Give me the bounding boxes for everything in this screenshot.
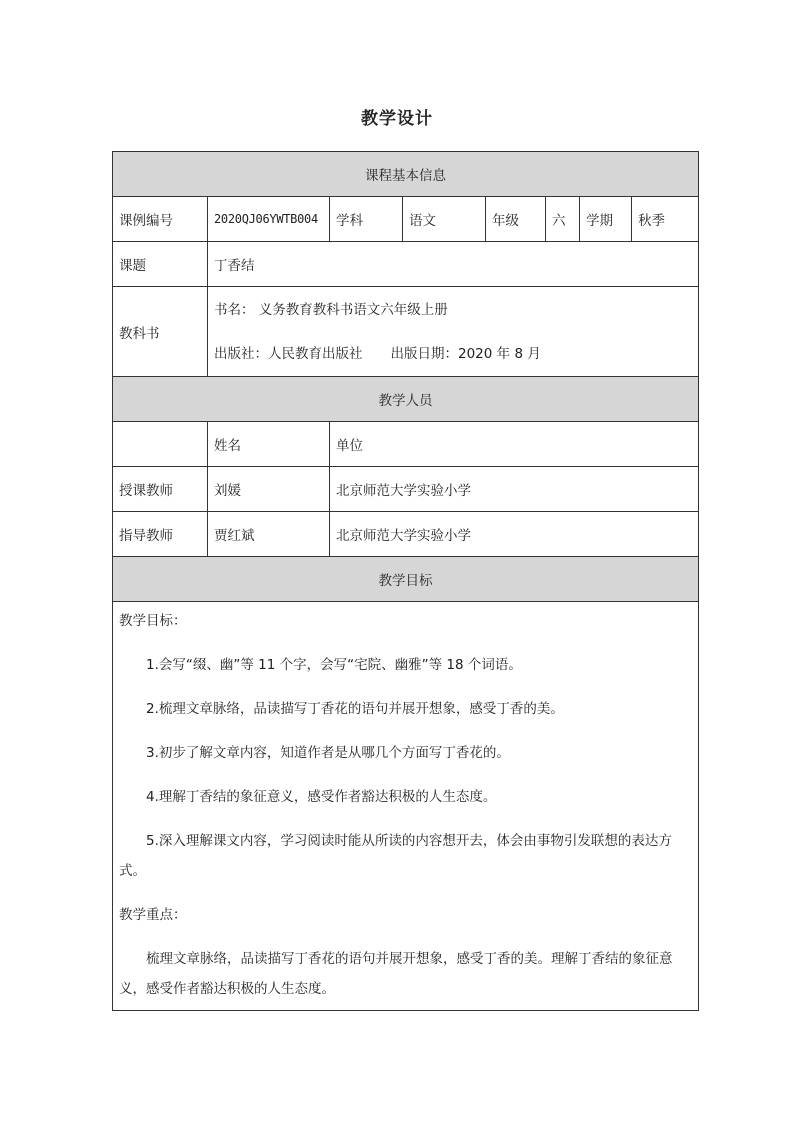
key-points-text: 梳理文章脉络，品读描写丁香花的语句并展开想象，感受丁香的美。理解丁香结的象征意义，感受作者豁达积极的人生态度。 [119,951,673,997]
staff-row-teacher [113,467,699,512]
staff-header-row [113,422,699,467]
key-points-heading: 教学重点： [119,907,187,923]
goal-item: 1.会写“缀、幽”等 11 个字，会写“宅院、幽雅”等 18 个词语。 [146,657,522,673]
book-name: 书名： 义务教育教科书语文六年级上册 [214,301,448,318]
section-title-staff: 教学人员 [113,377,699,422]
staff-row-advisor [113,512,699,557]
section-title-goals: 教学目标 [113,557,699,602]
topic-label: 课题 [113,242,208,287]
textbook-row [113,287,699,377]
publisher: 出版社：人民教育出版社 [214,345,363,362]
textbook-info [208,287,699,377]
term-label: 学期 [580,197,632,242]
section-header-basic [113,152,699,197]
goal-item: 3.初步了解文章内容，知道作者是从哪几个方面写丁香花的。 [146,745,510,761]
staff-col-unit: 单位 [330,422,699,467]
publisher-line [214,332,692,376]
section-title-basic: 课程基本信息 [113,152,699,197]
page-title: 教学设计 [361,109,433,129]
section-header-goals [113,557,699,602]
textbook-label: 教科书 [113,287,208,377]
pub-date: 出版日期：2020 年 8 月 [390,345,541,362]
subject-label: 学科 [330,197,403,242]
code-value: 2020QJ06YWTB004 [208,197,330,242]
goal-item: 5.深入理解课文内容，学习阅读时能从所读的内容想开去，体会由事物引发联想的表达方式。 [119,833,672,879]
term-value: 秋季 [632,197,699,242]
goal-item: 2.梳理文章脉络，品读描写丁香花的语句并展开想象，感受丁香的美。 [146,701,564,717]
goals-row [113,602,699,1011]
staff-role: 授课教师 [113,467,208,512]
code-label: 课例编号 [113,197,208,242]
staff-name: 刘媛 [208,467,330,512]
goals-content [113,602,699,1011]
staff-unit: 北京师范大学实验小学 [330,512,699,557]
subject-value: 语文 [403,197,486,242]
lesson-info-table [112,151,699,1011]
section-header-staff [113,377,699,422]
staff-name: 贾红斌 [208,512,330,557]
goals-heading: 教学目标： [119,613,187,629]
staff-unit: 北京师范大学实验小学 [330,467,699,512]
topic-row [113,242,699,287]
staff-role: 指导教师 [113,512,208,557]
basic-info-row [113,197,699,242]
goal-item: 4.理解丁香结的象征意义，感受作者豁达积极的人生态度。 [146,789,497,805]
grade-value: 六 [546,197,580,242]
staff-col-name: 姓名 [208,422,330,467]
topic-value: 丁香结 [208,242,699,287]
staff-role-empty [113,422,208,467]
grade-label: 年级 [486,197,546,242]
